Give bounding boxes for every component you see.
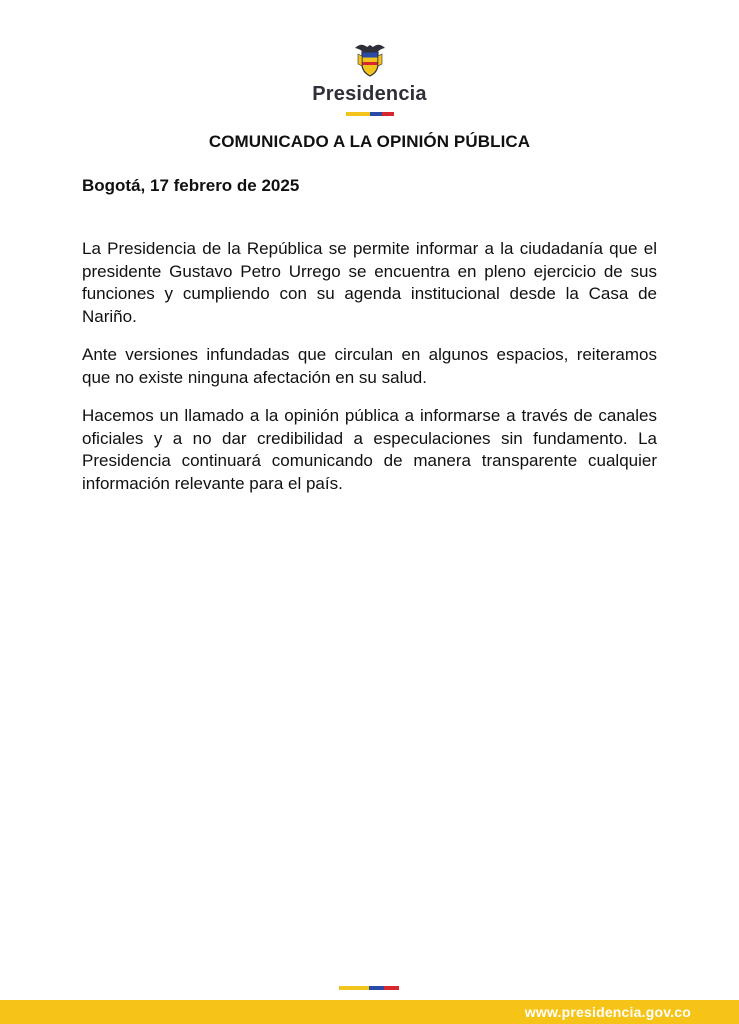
brand-name: Presidencia xyxy=(312,83,427,105)
coat-of-arms-icon xyxy=(353,40,387,80)
letterhead xyxy=(0,40,739,116)
paragraph-2: Ante versiones infundadas que circulan en algunos espacios, reiteramos que no existe ninguna afectación en su salud. xyxy=(82,345,657,387)
document-date: Bogotá, 17 febrero de 2025 xyxy=(82,176,300,195)
footer-band xyxy=(0,1000,739,1024)
footer-flag-stripe xyxy=(339,986,399,990)
paragraph-3: Hacemos un llamado a la opinión pública a informarse a través de canales oficiales y a no dar credibilidad a especulaciones sin fundamento. La Presidencia continuará comunicando de manera transparente cualquier información relevante para el país. xyxy=(82,406,657,493)
flag-stripe xyxy=(346,112,394,116)
footer-url[interactable]: www.presidencia.gov.co xyxy=(524,1004,691,1020)
paragraph-1: La Presidencia de la República se permite informar a la ciudadanía que el presidente Gustavo Petro Urrego se encuentra en pleno ejercicio de sus funciones y cumpliendo con su agenda institucional desde la Casa de Nariño. xyxy=(82,239,657,326)
document-title: COMUNICADO A LA OPINIÓN PÚBLICA xyxy=(208,132,531,151)
